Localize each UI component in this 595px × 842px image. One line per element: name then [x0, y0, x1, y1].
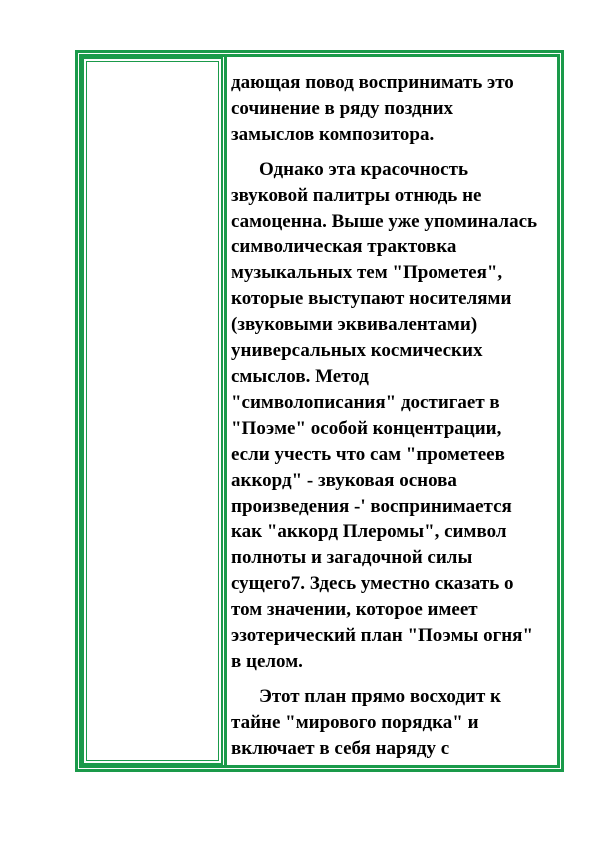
text-line: замыслов композитора. [231, 123, 435, 145]
column-divider [224, 57, 227, 765]
text-line: звуковой палитры отнюдь не [231, 184, 482, 206]
text-line: Однако эта красочность [259, 158, 468, 180]
body-text [231, 70, 557, 760]
text-line: если учесть что сам "прометеев [231, 443, 505, 465]
text-line: аккорд" - звуковая основа [231, 469, 457, 491]
text-line: Этот план прямо восходит к [259, 685, 501, 707]
text-line: эзотерический план "Поэмы огня" [231, 625, 534, 647]
text-line: как "аккорд Плеромы", символ [231, 521, 507, 543]
text-line: универсальных космических [231, 340, 483, 362]
text-line: самоценна. Выше уже упоминалась [231, 210, 538, 232]
text-line: тайне "мирового порядка" и [231, 711, 479, 733]
text-line: в целом. [231, 650, 303, 672]
left-margin-panel-inner [86, 61, 219, 761]
paragraph-1 [231, 70, 557, 148]
text-line: полноты и загадочной силы [231, 547, 473, 569]
text-line: (звуковыми эквивалентами) [231, 314, 478, 336]
text-line: сущего7. Здесь уместно сказать о [231, 573, 514, 595]
text-line: дающая повод воспринимать это [231, 72, 514, 93]
text-line: "Поэме" особой концентрации, [231, 417, 502, 439]
text-line: "символописания" достигает в [231, 391, 500, 413]
paragraph-2 [231, 157, 557, 675]
text-line: смыслов. Метод [231, 365, 369, 387]
text-line: которые выступают носителями [231, 288, 512, 310]
text-line: включает в себя наряду с [231, 737, 450, 759]
text-line: произведения -' воспринимается [231, 495, 512, 517]
text-line: музыкальных тем "Прометея", [231, 262, 503, 284]
text-line: символическая трактовка [231, 236, 457, 258]
paragraph-3 [231, 684, 557, 760]
text-line: том значении, которое имеет [231, 599, 478, 621]
text-line: сочинение в ряду поздних [231, 97, 454, 119]
